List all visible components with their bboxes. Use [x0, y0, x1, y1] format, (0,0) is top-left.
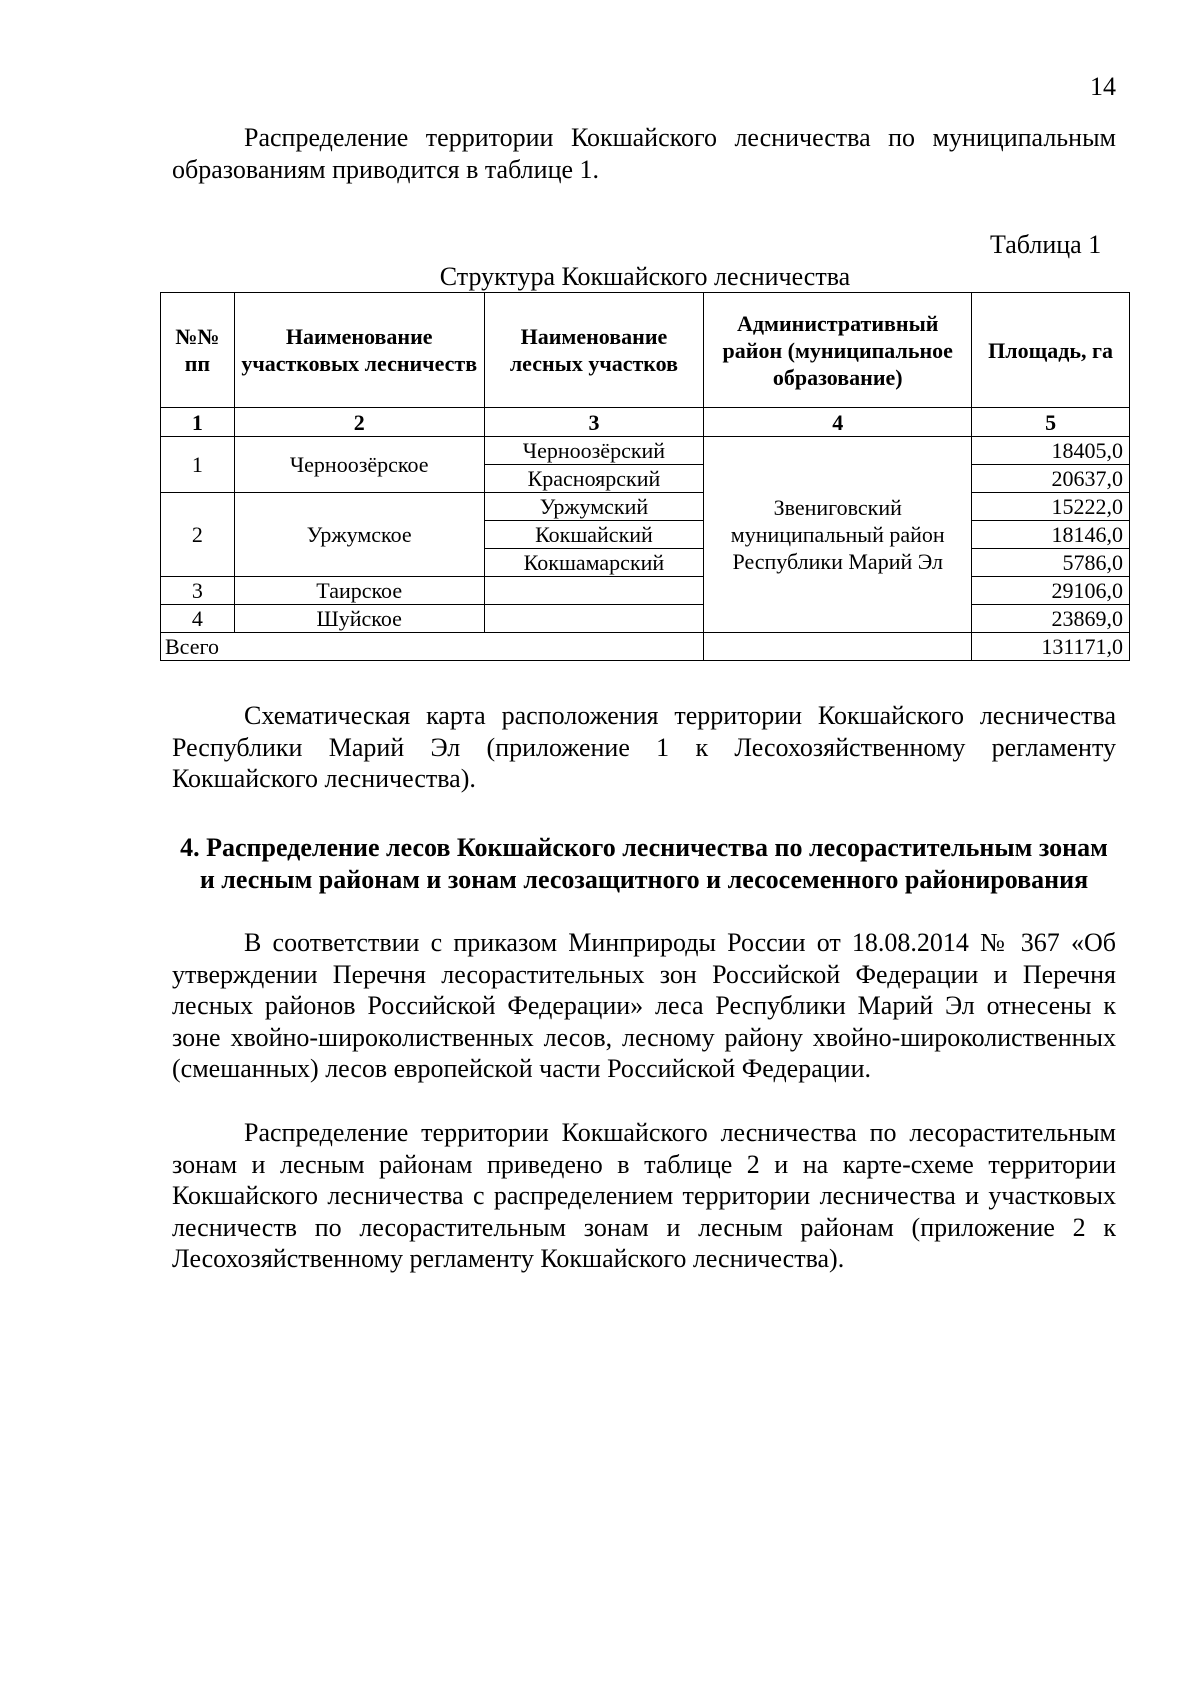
- plot-name: Кокшайский: [484, 521, 704, 549]
- section-paragraph-2-text: Распределение территории Кокшайского лесничества по лесорастительным зонам и лесным районам приведено в таблице 2 и на карте-схеме территории Кокшайского лесничества с распределением территории лесничества и участковых лесничеств по лесорастительным зонам и лесным районам (приложение 2 к Лесохозяйственному регламенту Кокшайского лесничества).: [172, 1118, 1116, 1273]
- intro-paragraph-text: Распределение территории Кокшайского лесничества по муниципальным образованиям приводится в таблице 1.: [172, 123, 1116, 184]
- total-admin-empty: [704, 633, 972, 661]
- section-paragraph-1-text: В соответствии с приказом Минприроды России от 18.08.2014 № 367 «Об утверждении Перечня лесорастительных зон Российской Федерации и Перечня лесных районов Российской Федерации» леса Республики Марий Эл отнесены к зоне хвойно-широколиственных лесов, лесному району хвойно-широколиственных (смешанных) лесов европейской части Российской Федерации.: [172, 928, 1116, 1083]
- column-number: 4: [704, 408, 972, 437]
- header-plot: Наименование лесных участков: [484, 293, 704, 408]
- table-caption: Структура Кокшайского лесничества: [439, 262, 851, 291]
- column-number-row: [161, 408, 1130, 437]
- plot-name: [484, 605, 704, 633]
- area-value: 15222,0: [972, 493, 1130, 521]
- plot-name: Черноозёрский: [484, 437, 704, 465]
- table-row: [161, 605, 1130, 633]
- column-number: 3: [484, 408, 704, 437]
- row-number: 4: [161, 605, 235, 633]
- section-paragraph-2: [172, 1117, 1116, 1275]
- section-paragraph-1: [172, 927, 1116, 1085]
- district-name: Шуйское: [234, 605, 484, 633]
- total-label: Всего: [161, 633, 704, 661]
- area-value: 18146,0: [972, 521, 1130, 549]
- area-value: 20637,0: [972, 465, 1130, 493]
- area-value: 29106,0: [972, 577, 1130, 605]
- map-paragraph: [172, 700, 1116, 795]
- plot-name: [484, 577, 704, 605]
- column-number: 5: [972, 408, 1130, 437]
- plot-name: Уржумский: [484, 493, 704, 521]
- row-number: 3: [161, 577, 235, 605]
- map-paragraph-text: Схематическая карта расположения территории Кокшайского лесничества Республики Марий Эл (приложение 1 к Лесохозяйственному регламенту Кокшайского лесничества).: [172, 701, 1116, 793]
- table-row: [161, 493, 1130, 521]
- row-number: 2: [161, 493, 235, 577]
- header-district: Наименование участковых лесничеств: [234, 293, 484, 408]
- header-admin-region: Административный район (муниципальное образование): [704, 293, 972, 408]
- area-value: 18405,0: [972, 437, 1130, 465]
- total-row: [161, 633, 1130, 661]
- plot-name: Кокшамарский: [484, 549, 704, 577]
- district-name: Уржумское: [234, 493, 484, 577]
- table-row: [161, 577, 1130, 605]
- page-number: 14: [1090, 72, 1116, 101]
- header-area: Площадь, га: [972, 293, 1130, 408]
- plot-name: Красноярский: [484, 465, 704, 493]
- district-name: Черноозёрское: [234, 437, 484, 493]
- total-area: 131171,0: [972, 633, 1130, 661]
- area-value: 23869,0: [972, 605, 1130, 633]
- row-number: 1: [161, 437, 235, 493]
- section-heading: 4. Распределение лесов Кокшайского лесничества по лесорастительным зонам и лесным районам и зонам лесозащитного и лесосеменного районирования: [180, 833, 1108, 894]
- area-value: 5786,0: [972, 549, 1130, 577]
- admin-region: Звениговский муниципальный район Республики Марий Эл: [704, 437, 972, 633]
- column-number: 2: [234, 408, 484, 437]
- district-name: Таирское: [234, 577, 484, 605]
- table-header-row: [161, 293, 1130, 408]
- table-row: [161, 437, 1130, 465]
- column-number: 1: [161, 408, 235, 437]
- intro-paragraph: [172, 122, 1116, 185]
- header-number: №№ пп: [161, 293, 235, 408]
- forestry-structure-table: [160, 292, 1130, 661]
- table-label: Таблица 1: [990, 230, 1102, 259]
